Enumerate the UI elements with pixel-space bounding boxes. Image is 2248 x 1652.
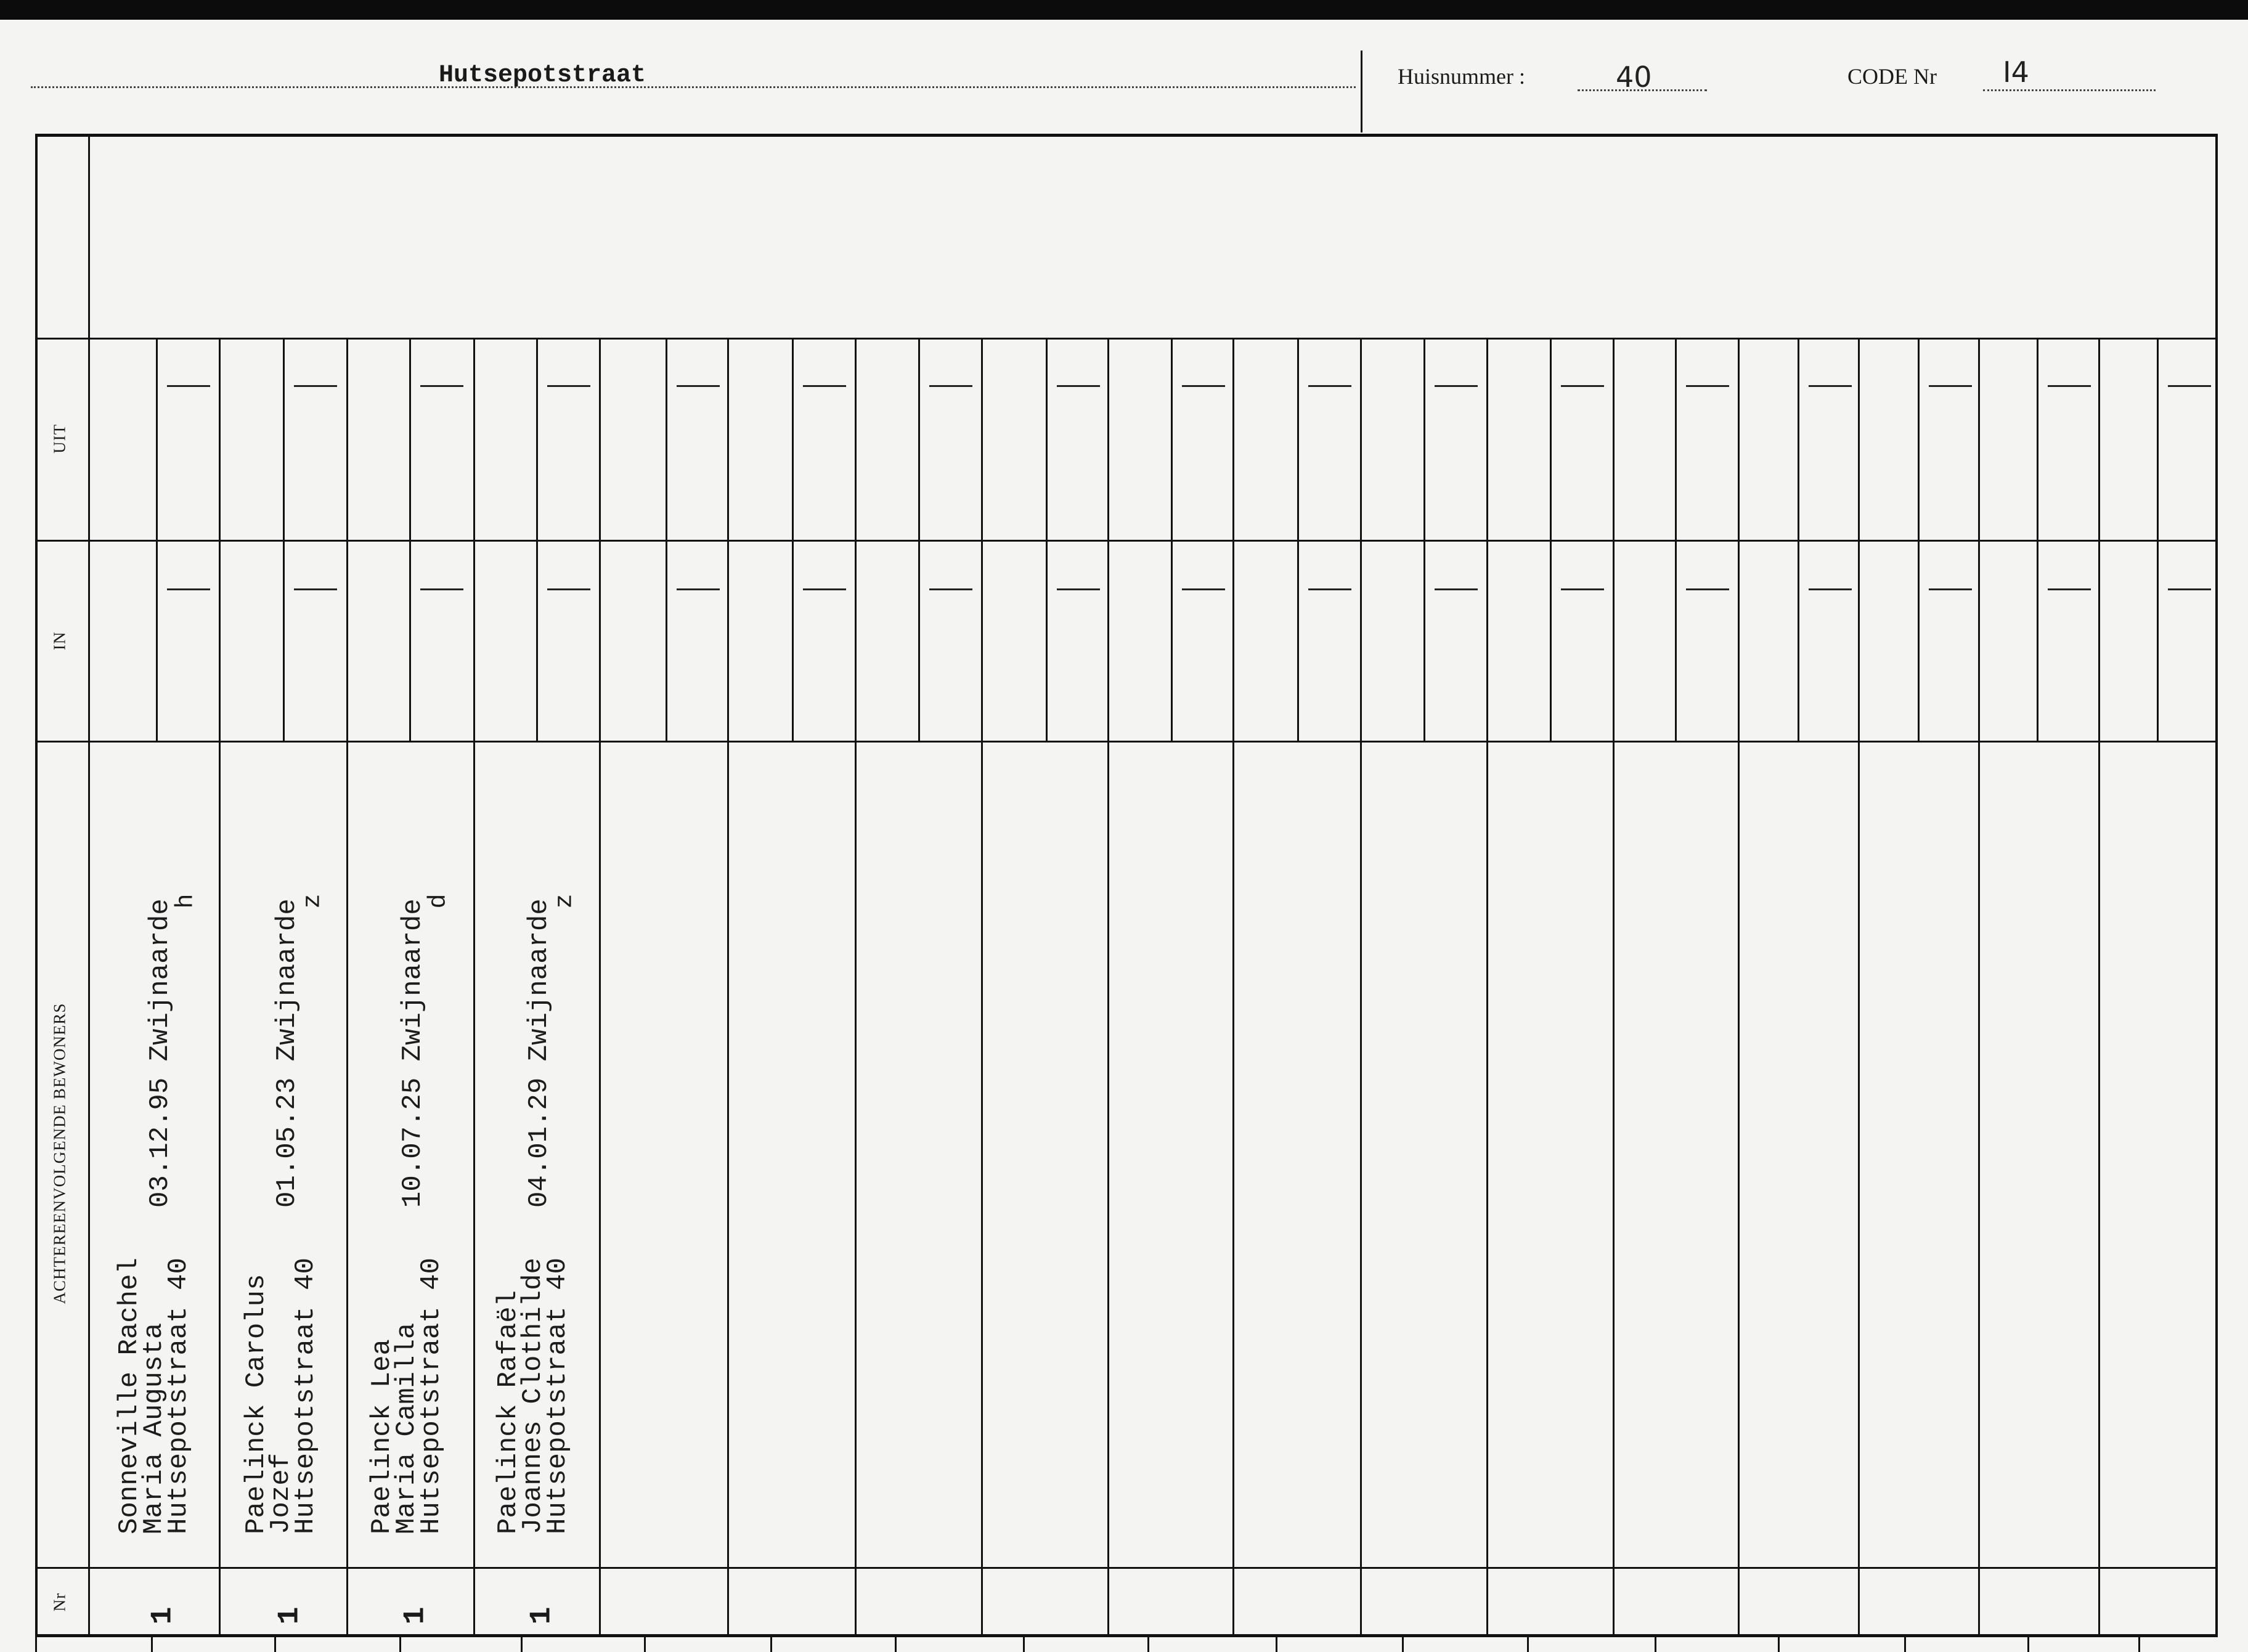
- code-dotted-line: [1983, 89, 2156, 91]
- resident-text: [241, 1258, 321, 1534]
- resident-text: [493, 1258, 573, 1534]
- bottom-tick: [35, 1637, 37, 1652]
- column-line: [727, 338, 729, 1637]
- resident-status-letter: d: [425, 893, 453, 909]
- uit-in-subcolumn-line: [1798, 338, 1799, 741]
- column-line: [219, 338, 221, 1637]
- resident-given-names: Maria Augusta: [139, 1322, 169, 1534]
- row-divider-nr: [35, 1567, 2218, 1569]
- in-dash-mark: [167, 588, 210, 590]
- in-dash-mark: [1686, 588, 1729, 590]
- resident-address: Hutsepotstraat 40: [542, 1258, 573, 1534]
- uit-dash-mark: [420, 385, 463, 387]
- row-divider-bewoners: [35, 741, 2218, 743]
- resident-birth-place: Zwijnaarde: [524, 898, 555, 1078]
- in-dash-mark: [1057, 588, 1100, 590]
- column-line: [855, 338, 857, 1637]
- column-line: [346, 338, 348, 1637]
- uit-dash-mark: [2168, 385, 2211, 387]
- uit-dash-mark: [1929, 385, 1972, 387]
- register-table: [35, 134, 2218, 1637]
- uit-dash-mark: [677, 385, 720, 387]
- street-dotted-line: [31, 86, 1356, 88]
- uit-in-subcolumn-line: [1675, 338, 1677, 741]
- in-dash-mark: [2168, 588, 2211, 590]
- uit-in-subcolumn-line: [1297, 338, 1299, 741]
- uit-in-subcolumn-line: [792, 338, 794, 741]
- scan-top-edge: [0, 0, 2248, 20]
- column-line: [599, 338, 601, 1637]
- bottom-tick: [770, 1637, 772, 1652]
- bottom-tick: [1527, 1637, 1529, 1652]
- resident-birth-place: Zwijnaarde: [272, 898, 303, 1078]
- bottom-tick: [1904, 1637, 1906, 1652]
- column-line: [473, 338, 475, 1637]
- header-divider: [1361, 51, 1362, 132]
- bottom-tick: [1147, 1637, 1149, 1652]
- uit-in-subcolumn-line: [409, 338, 411, 741]
- in-dash-mark: [1809, 588, 1852, 590]
- resident-status-letter: h: [172, 893, 200, 909]
- column-line: [1360, 338, 1362, 1637]
- in-dash-mark: [547, 588, 590, 590]
- in-dash-mark: [677, 588, 720, 590]
- in-dash-mark: [803, 588, 846, 590]
- in-dash-mark: [929, 588, 972, 590]
- column-line: [1613, 338, 1615, 1637]
- uit-in-subcolumn-line: [1918, 338, 1920, 741]
- uit-dash-mark: [167, 385, 210, 387]
- code-label: CODE Nr: [1847, 64, 1937, 89]
- resident-number: 1: [525, 1606, 559, 1625]
- bottom-tick: [1276, 1637, 1277, 1652]
- house-number-label: Huisnummer :: [1398, 64, 1525, 89]
- uit-in-subcolumn-line: [536, 338, 538, 741]
- resident-given-names: Maria Camilla: [391, 1322, 422, 1534]
- uit-dash-mark: [1561, 385, 1604, 387]
- bottom-tick: [2027, 1637, 2029, 1652]
- resident-name: Sonneville Rachel: [114, 1258, 145, 1534]
- uit-in-subcolumn-line: [156, 338, 158, 741]
- uit-in-subcolumn-line: [283, 338, 285, 741]
- uit-dash-mark: [1435, 385, 1478, 387]
- bottom-tick: [151, 1637, 153, 1652]
- resident-text: [367, 1258, 447, 1534]
- row-divider-uit: [35, 338, 2218, 340]
- uit-dash-mark: [1809, 385, 1852, 387]
- column-line: [2098, 338, 2100, 1637]
- bottom-tick: [1402, 1637, 1404, 1652]
- street-name: Hutsepotstraat: [439, 62, 646, 89]
- bottom-tick: [521, 1637, 523, 1652]
- uit-dash-mark: [294, 385, 337, 387]
- in-dash-mark: [1561, 588, 1604, 590]
- resident-name: Paelinck Lea: [367, 1339, 397, 1534]
- resident-name: Paelinck Carolus: [241, 1274, 272, 1534]
- uit-in-subcolumn-line: [2037, 338, 2038, 741]
- in-dash-mark: [1182, 588, 1225, 590]
- house-number-value: 40: [1616, 60, 1652, 94]
- uit-dash-mark: [547, 385, 590, 387]
- column-line: [1978, 338, 1980, 1637]
- uit-in-subcolumn-line: [1046, 338, 1048, 741]
- resident-status-letter: z: [299, 893, 327, 909]
- resident-birth-date: 01.05.23: [272, 1077, 303, 1208]
- resident-birth-date: 04.01.29: [524, 1077, 555, 1208]
- resident-number: 1: [399, 1606, 433, 1625]
- resident-status-letter: z: [551, 893, 579, 909]
- code-value: I4: [2003, 55, 2029, 89]
- resident-birth-place: Zwijnaarde: [397, 898, 428, 1078]
- uit-in-subcolumn-line: [666, 338, 667, 741]
- bottom-tick: [1778, 1637, 1780, 1652]
- bottom-tick: [274, 1637, 276, 1652]
- resident-name: Paelinck Rafaël: [493, 1290, 524, 1534]
- uit-dash-mark: [2048, 385, 2091, 387]
- resident-birth-date: 03.12.95: [145, 1077, 176, 1208]
- column-line: [1486, 338, 1488, 1637]
- uit-in-subcolumn-line: [1550, 338, 1552, 741]
- uit-dash-mark: [1686, 385, 1729, 387]
- resident-birth-text: [272, 898, 303, 1208]
- label-column-divider: [88, 134, 90, 1637]
- uit-dash-mark: [1057, 385, 1100, 387]
- in-dash-mark: [1929, 588, 1972, 590]
- bottom-tick: [644, 1637, 646, 1652]
- resident-number: 1: [146, 1606, 180, 1625]
- bottom-tick: [895, 1637, 897, 1652]
- resident-birth-text: [524, 898, 555, 1208]
- uit-dash-mark: [803, 385, 846, 387]
- resident-address: Hutsepotstraat 40: [163, 1258, 194, 1534]
- resident-birth-text: [145, 898, 176, 1208]
- in-dash-mark: [2048, 588, 2091, 590]
- resident-birth-place: Zwijnaarde: [145, 898, 176, 1078]
- column-line: [1738, 338, 1740, 1637]
- resident-birth-date: 10.07.25: [397, 1077, 428, 1208]
- in-dash-mark: [1435, 588, 1478, 590]
- bottom-tick: [2138, 1637, 2140, 1652]
- column-line: [1232, 338, 1234, 1637]
- uit-dash-mark: [1182, 385, 1225, 387]
- in-dash-mark: [294, 588, 337, 590]
- resident-given-names: Jozef: [266, 1452, 296, 1534]
- column-line: [1858, 338, 1860, 1637]
- resident-address: Hutsepotstraat 40: [290, 1258, 321, 1534]
- uit-in-subcolumn-line: [1171, 338, 1173, 741]
- resident-address: Hutsepotstraat 40: [416, 1258, 447, 1534]
- uit-in-subcolumn-line: [1423, 338, 1425, 741]
- uit-in-subcolumn-line: [918, 338, 920, 741]
- uit-dash-mark: [1308, 385, 1351, 387]
- uit-dash-mark: [929, 385, 972, 387]
- resident-text: [114, 1258, 194, 1534]
- resident-given-names: Joannes Clothilde: [518, 1258, 548, 1534]
- bottom-tick: [1655, 1637, 1656, 1652]
- uit-in-subcolumn-line: [2157, 338, 2159, 741]
- in-dash-mark: [420, 588, 463, 590]
- column-line: [981, 338, 983, 1637]
- bottom-tick: [1023, 1637, 1025, 1652]
- in-dash-mark: [1308, 588, 1351, 590]
- column-line: [1107, 338, 1109, 1637]
- resident-birth-text: [397, 898, 428, 1208]
- row-divider-in: [35, 540, 2218, 542]
- resident-number: 1: [273, 1606, 307, 1625]
- bottom-tick: [399, 1637, 401, 1652]
